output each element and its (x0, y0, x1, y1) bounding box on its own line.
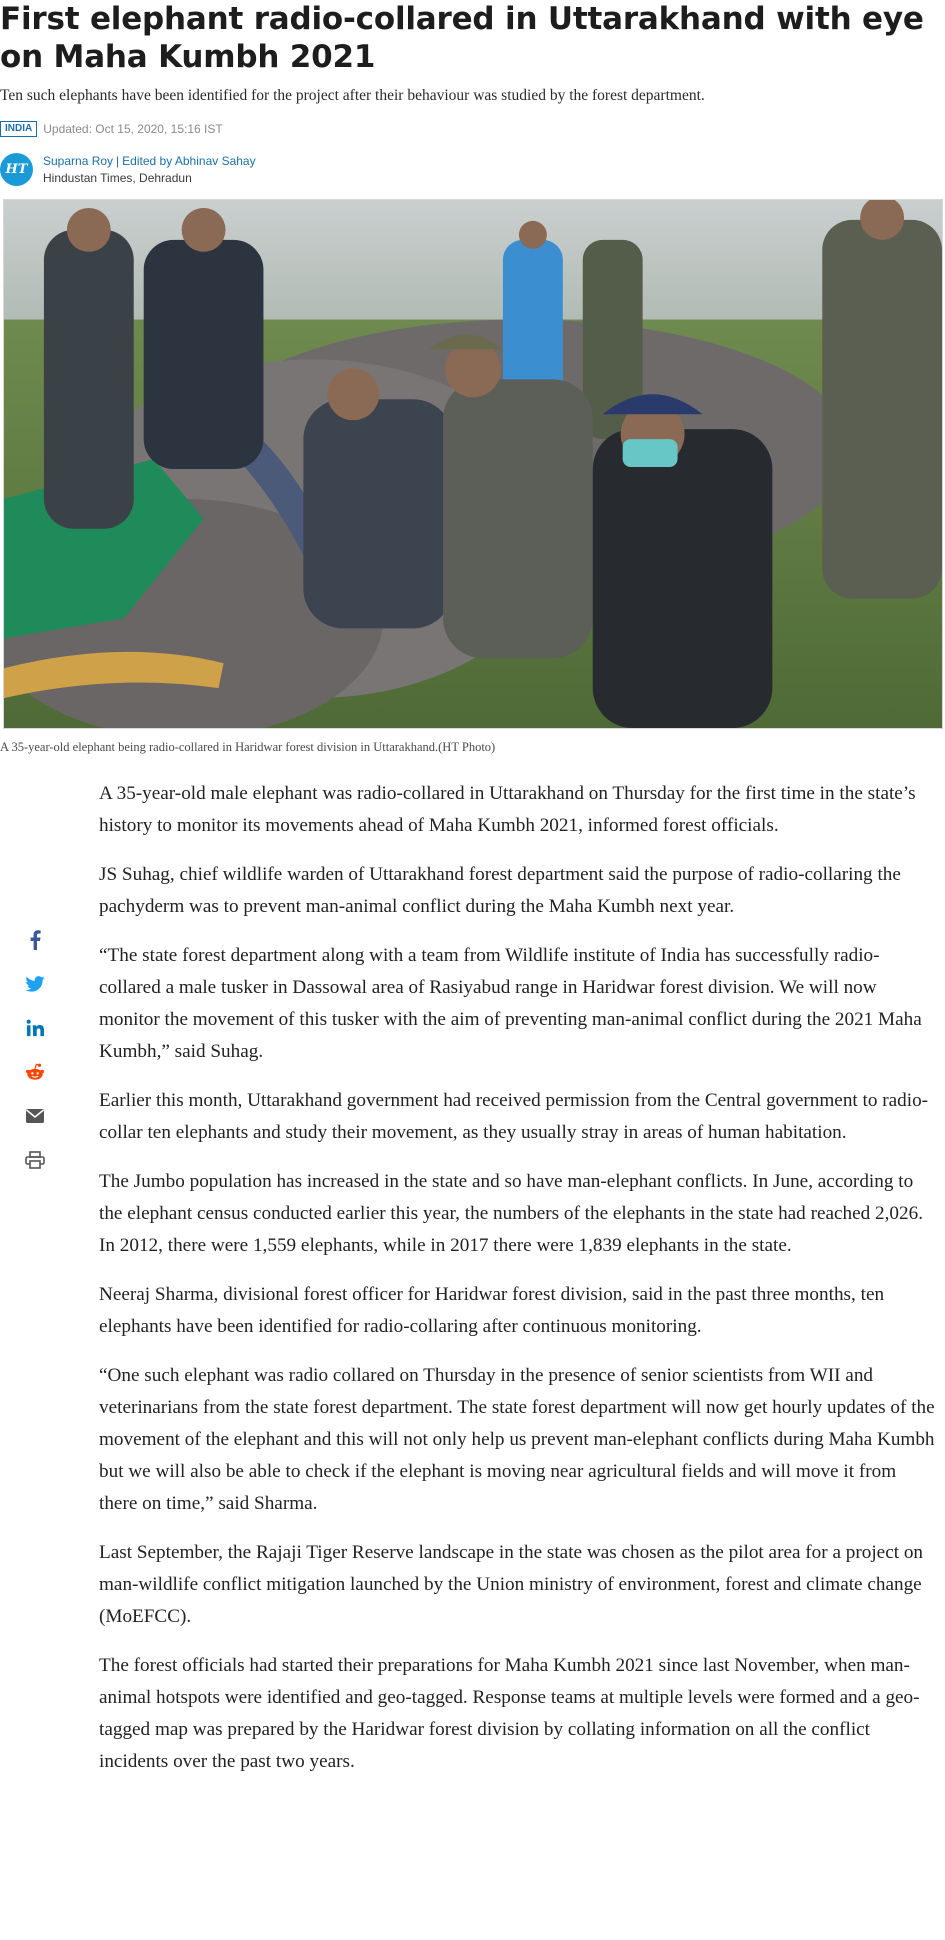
byline (0, 150, 256, 188)
byline-separator: | (116, 153, 120, 168)
share-facebook-button[interactable] (20, 928, 50, 952)
article-paragraph: A 35-year-old male elephant was radio-collared in Uttarakhand on Thursday for the first time in the state’s history to monitor its movements ahead of Maha Kumbh 2021, informed forest officials. (99, 783, 916, 836)
reddit-icon (25, 1063, 45, 1081)
facebook-icon (28, 930, 42, 950)
article-lead-image (3, 199, 943, 729)
article-subheadline: Ten such elephants have been identified for the project after their behaviour was studied by the forest department. (0, 87, 705, 104)
elephant-photo-illustration (4, 200, 942, 728)
article-paragraph: The forest officials had started their preparations for Maha Kumbh 2021 since last November, when man-animal hotspots were identified and geo-tagged. Response teams at multiple levels were formed and a geo-tagged map was prepared by the Haridwar forest division by collating information on all the conflict incidents over the past two years. (99, 1655, 920, 1772)
article-paragraph: The Jumbo population has increased in the state and so have man-elephant conflicts. In June, according to the elephant census conducted earlier this year, the numbers of the elephants in the state had reached 2,026. In 2012, there were 1,559 elephants, while in 2017 there were 1,839 elephants in the state. (99, 1171, 923, 1256)
article-paragraph: Last September, the Rajaji Tiger Reserve landscape in the state was chosen as the pilot area for a project on man-wildlife conflict mitigation launched by the Union ministry of environment, forest and climate change (MoEFCC). (99, 1542, 924, 1627)
publisher-logo: HT (0, 153, 33, 186)
linkedin-icon (26, 1019, 44, 1037)
section-badge[interactable]: INDIA (0, 121, 37, 137)
updated-timestamp: Updated: Oct 15, 2020, 15:16 IST (43, 122, 223, 136)
byline-text (43, 154, 256, 185)
article-headline: First elephant radio-collared in Uttarakhand with eye on Maha Kumbh 2021 (0, 1, 924, 75)
article-meta (0, 120, 223, 138)
print-icon (25, 1151, 45, 1169)
share-twitter-button[interactable] (20, 972, 50, 996)
print-button[interactable] (20, 1148, 50, 1172)
article-paragraph: “The state forest department along with a team from Wildlife institute of India has successfully radio-collared a male tusker in Dassowal area of Rasiyabud range in Haridwar forest division. We will now monitor the movement of this tusker with the aim of preventing man-animal conflict during the 2021 Maha Kumbh,” said Suhag. (99, 945, 922, 1062)
share-email-button[interactable] (20, 1104, 50, 1128)
email-icon (25, 1108, 45, 1124)
twitter-icon (25, 976, 45, 992)
image-caption: A 35-year-old elephant being radio-collared in Haridwar forest division in Uttarakhand.(HT Photo) (0, 740, 496, 754)
article-paragraph: JS Suhag, chief wildlife warden of Uttarakhand forest department said the purpose of radio-collaring the pachyderm was to prevent man-animal conflict during the Maha Kumbh next year. (99, 864, 901, 917)
authors-line (43, 154, 256, 168)
editor-credit: Edited by Abhinav Sahay (122, 153, 256, 168)
article-body (99, 778, 939, 1795)
author-link[interactable]: Suparna Roy (43, 153, 114, 168)
article-paragraph: Neeraj Sharma, divisional forest officer for Haridwar forest division, said in the past three months, ten elephants have been identified for radio-collaring after continuous monitoring. (99, 1284, 885, 1337)
share-linkedin-button[interactable] (20, 1016, 50, 1040)
share-rail (20, 928, 50, 1172)
article-paragraph: Earlier this month, Uttarakhand government had received permission from the Central government to radio-collar ten elephants and study their movement, as they usually stray in areas of human habitation. (99, 1090, 929, 1143)
share-reddit-button[interactable] (20, 1060, 50, 1084)
outlet-location: Hindustan Times, Dehradun (43, 170, 192, 185)
article-paragraph: “One such elephant was radio collared on Thursday in the presence of senior scientists from WII and veterinarians from the state forest department. The state forest department will now get hourly updates of the movement of the elephant and this will not only help us prevent man-elephant conflicts during Maha Kumbh but we will also be able to check if the elephant is moving near agricultural fields and will move it from there on time,” said Sharma. (99, 1365, 935, 1514)
